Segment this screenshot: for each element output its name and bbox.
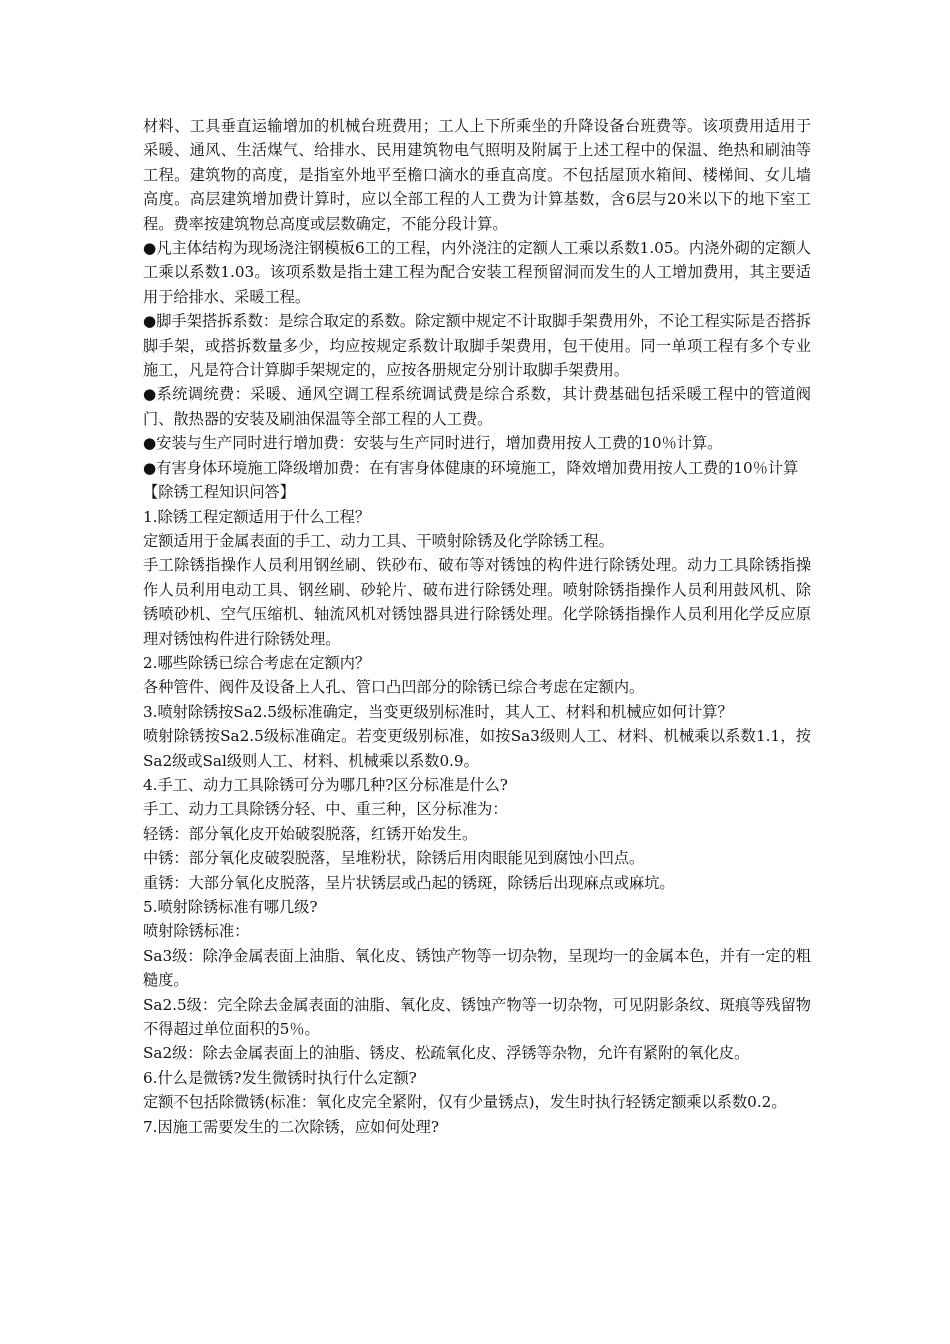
question-6: 6.什么是微锈?发生微锈时执行什么定额? [143,1068,417,1087]
question-3: 3.喷射除锈按Sa2.5级标准确定，当变更级别标准时，其人工、材料和机械应如何计算？ [143,702,733,721]
answer-5: 喷射除锈标准： [143,922,250,941]
answer-1: 定额适用于金属表面的手工、动力工具、干喷射除锈及化学除锈工程。 [143,531,614,550]
paragraph-system-commissioning: ●系统调统费：采暖、通风空调工程系统调试费是综合系数，其计费基础包括采暖工程中的管道阀门、散热器的安装及刷油保温等全部工程的人工费。 [143,385,811,428]
section-heading-rust-removal-qa: 【除锈工程知识问答】 [143,483,295,502]
answer-1-detail: 手工除锈指操作人员利用钢丝刷、铁砂布、破布等对锈蚀的构件进行除锈处理。动力工具除锈指操作人员利用电动工具、钢丝刷、砂轮片、破布进行除锈处理。喷射除锈指操作人员利用鼓风机、除锈喷砂机、空气压缩机、轴流风机对锈蚀器具进行除锈处理。化学除锈指操作人员利用化学反应原理对锈蚀构件进行除锈处理。 [143,556,811,648]
paragraph-concurrent-production: ●安装与生产同时进行增加费：安装与生产同时进行，增加费用按人工费的10％计算。 [143,434,723,453]
question-4: 4.手工、动力工具除锈可分为哪几种?区分标准是什么? [143,775,508,794]
answer-4-heavy-rust: 重锈：大部分氧化皮脱落，呈片状锈层或凸起的锈斑，除锈后出现麻点或麻坑。 [143,873,675,892]
question-7: 7.因施工需要发生的二次除锈，应如何处理? [143,1117,440,1136]
answer-2: 各种管件、阀件及设备上人孔、管口凸凹部分的除锈已综合考虑在定额内。 [143,678,645,697]
answer-3: 喷射除锈按Sa2.5级标准确定。若变更级别标准，如按Sa3级则人工、材料、机械乘以系数1.1，按Sa2级或Sal级则人工、材料、机械乘以系数0.9。 [143,727,811,770]
answer-4: 手工、动力工具除锈分轻、中、重三种，区分标准为： [143,800,508,819]
paragraph-steel-formwork: ●凡主体结构为现场浇注钢模板6工的工程，内外浇注的定额人工乘以系数1.05。内浇外砌的定额人工乘以系数1.03。该项系数是指土建工程为配合安装工程预留洞而发生的人工增加费用，其主要适用于给排水、采暖工程。 [143,239,811,306]
answer-5-sa2: Sa2级：除去金属表面上的油脂、锈皮、松疏氧化皮、浮锈等杂物，允许有紧附的氧化皮。 [143,1044,750,1063]
answer-4-medium-rust: 中锈：部分氧化皮破裂脱落，呈堆粉状，除锈后用肉眼能见到腐蚀小凹点。 [143,849,645,868]
answer-6: 定额不包括除微锈(标准：氧化皮完全紧附，仅有少量锈点)，发生时执行轻锈定额乘以系数0.2。 [143,1093,787,1112]
question-1: 1.除锈工程定额适用于什么工程？ [143,507,371,526]
answer-5-sa3: Sa3级：除净金属表面上油脂、氧化皮、锈蚀产物等一切杂物，呈现均一的金属本色，并有一定的粗糙度。 [143,946,811,990]
question-2: 2.哪些除锈已综合考虑在定额内？ [143,653,371,672]
paragraph-hazardous-environment: ●有害身体环境施工降级增加费：在有害身体健康的环境施工，降效增加费用按人工费的10％计算 [143,458,799,477]
answer-4-light-rust: 轻锈：部分氧化皮开始破裂脱落，红锈开始发生。 [143,824,478,843]
document-body [143,114,811,1139]
paragraph-scaffold-coefficient: ●脚手架搭拆系数：是综合取定的系数。除定额中规定不计取脚手架费用外，不论工程实际是否搭拆脚手架，或搭拆数量多少，均应按规定系数计取脚手架费用，包干使用。同一单项工程有多个专业施工，凡是符合计算脚手架规定的，应按各册规定分别计取脚手架费用。 [143,312,811,380]
paragraph-height-surcharge: 材料、工具垂直运输增加的机械台班费用；工人上下所乘坐的升降设备台班费等。该项费用适用于采暖、通风、生活煤气、给排水、民用建筑物电气照明及附属于上述工程中的保温、绝热和刷油等工程。建筑物的高度，是指室外地平至檐口滴水的垂直高度。不包括屋顶水箱间、楼梯间、女儿墙高度。高层建筑增加费计算时，应以全部工程的人工费为计算基数，含6层与20米以下的地下室工程。费率按建筑物总高度或层数确定，不能分段计算。 [143,117,811,233]
question-5: 5.喷射除锈标准有哪几级? [143,898,318,916]
answer-5-sa25: Sa2.5级：完全除去金属表面的油脂、氧化皮、锈蚀产物等一切杂物，可见阴影条纹、斑痕等残留物不得超过单位面积的5％。 [143,995,811,1039]
